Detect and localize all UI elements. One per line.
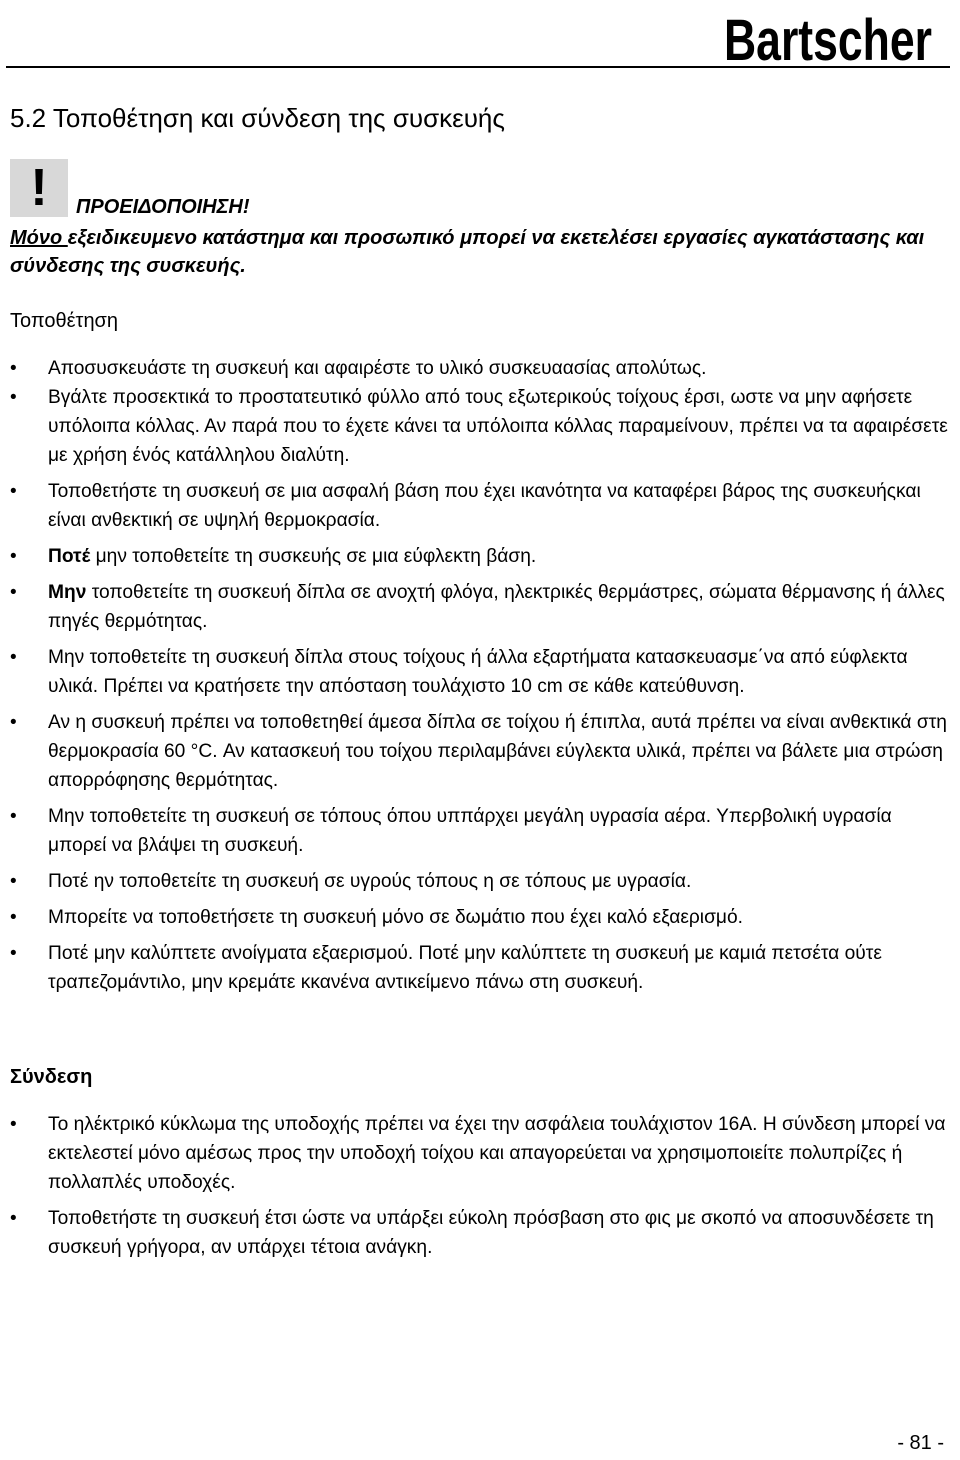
item-text: Βγάλτε προσεκτικά το προστατευτικό φύλλο από τους εξωτερικούς τοίχους έρσι, ωστε να μην αφήσετε υπόλοιπα κόλλας. Αν παρά που το έχετε κάνει τα υπόλοιπα κόλλας παραμείνουν, πρέπει να τα αφαιρέσετε με χρήση ένός κατάλληλου διαλύτη.	[48, 387, 948, 466]
warning-text-body: εξειδικευμενο κατάστημα και προσωπικό μπορεί να εκετελέσει εργασίες αγκατάστασης και σύνδεσης της συσκευής.	[10, 227, 925, 277]
list-item	[0, 643, 960, 701]
item-text: τοποθετείτε τη συσκευή δίπλα σε ανοχτή φλόγα, ηλεκτρικές θερμάστρες, σώματα θέρμανσης ή άλλες πηγές θερμότητας.	[48, 582, 945, 632]
bullet: •	[10, 647, 17, 668]
list-item	[0, 578, 960, 636]
item-text: Ποτέ ην τοποθετείτε τη συσκευή σε υγρούς τόπους η σε τόπους με υγρασία.	[48, 871, 692, 892]
item-text: μην τοποθετείτε τη συσκευής σε μια εύφλεκτη βάση.	[90, 546, 537, 567]
list-item	[0, 1110, 960, 1197]
bullet: •	[10, 907, 17, 928]
warning-text-underlined: Μόνο	[10, 227, 68, 249]
item-text: Μην τοποθετείτε τη συσκευή δίπλα στους τοίχους ή άλλα εξαρτήματα κατασκευασμε΄να από εύφλεκτα υλικά. Πρέπει να κρατήσετε την απόσταση τουλάχιστο 10 cm σε κάθε κατεύθυνση.	[48, 647, 908, 697]
exclamation-icon: !	[30, 159, 48, 217]
list-item	[0, 542, 960, 571]
item-text: Μην τοποθετείτε τη συσκευή σε τόπους όπου υππάρχει μεγάλη υγρασία αέρα. Υπερβολική υγρασία μπορεί να βλάψει τη συσκευή.	[48, 806, 892, 856]
list-item	[0, 708, 960, 795]
warning-text	[10, 224, 930, 280]
bullet: •	[10, 712, 17, 733]
bullet: •	[10, 1114, 17, 1135]
list-item	[0, 867, 960, 896]
bullet: •	[10, 358, 17, 379]
item-lead: Ποτέ	[48, 546, 91, 567]
page-number: - 81 -	[897, 1432, 944, 1454]
warning-icon-box	[10, 159, 68, 217]
list-item	[0, 1204, 960, 1262]
item-text: Αν η συσκευή πρέπει να τοποθετηθεί άμεσα δίπλα σε τοίχου ή έπιπλα, αυτά πρέπει να είναι ανθεκτικά στη θερμοκρασία 60 °C. Αν κατασκευή του τοίχου περιλαμβάνει εύγλεκτα υλικά, πρέπει να βάλετε μια στρώση απορρόφησης θερμότητας.	[48, 712, 947, 791]
warning-label: ΠΡΟΕΙΔΟΠΟΙΗΣΗ!	[76, 196, 250, 218]
bartscher-logo	[722, 0, 936, 66]
bullet: •	[10, 1208, 17, 1229]
section-title: 5.2 Τοποθέτηση και σύνδεση της συσκευής	[10, 103, 505, 133]
bullet: •	[10, 481, 17, 502]
bullet: •	[10, 387, 17, 408]
item-text: Μπορείτε να τοποθετήσετε τη συσκευή μόνο σε δωμάτιο που έχει καλό εξαερισμό.	[48, 907, 743, 928]
item-text: Το ηλέκτρικό κύκλωμα της υποδοχής πρέπει να έχει την ασφάλεια τουλάχιστον 16A. Η σύνδεση μπορεί να εκτελεστεί μόνο αμέσως προς την υποδοχή τοίχου και απαγορεύεται να χρησιμοποιείτε πολυπρίζες ή πολλαπλές υποδοχές.	[48, 1114, 946, 1193]
item-text: Αποσυσκευάστε τη συσκευή και αφαιρέστε το υλικό συσκευαασίας απολύτως.	[48, 358, 707, 379]
brand-name: Bartscher	[724, 8, 932, 66]
list-item	[0, 383, 960, 470]
bullet: •	[10, 582, 17, 603]
header-rule	[6, 66, 950, 68]
placement-list	[0, 354, 960, 997]
item-lead: Μην	[48, 582, 87, 603]
bullet: •	[10, 806, 17, 827]
list-item	[0, 903, 960, 932]
connection-list	[0, 1110, 960, 1262]
bullet: •	[10, 871, 17, 892]
list-item	[0, 939, 960, 997]
placement-heading: Τοποθέτηση	[10, 310, 119, 332]
bullet: •	[10, 546, 17, 567]
bullet: •	[10, 943, 17, 964]
item-text: Τοποθετήστε τη συσκευή έτσι ώστε να υπάρξει εύκολη πρόσβαση στο φις με σκοπό να αποσυνδέσετε τη συσκευή γρήγορα, αν υπάρχει τέτοια ανάγκη.	[48, 1208, 934, 1258]
connection-heading: Σύνδεση	[10, 1066, 93, 1088]
list-item	[0, 354, 960, 383]
list-item	[0, 477, 960, 535]
list-item	[0, 802, 960, 860]
item-text: Τοποθετήστε τη συσκευή σε μια ασφαλή βάση που έχει ικανότητα να καταφέρει βάρος της συσκευήςκαι είναι ανθεκτική σε υψηλή θερμοκρασία.	[48, 481, 921, 531]
item-text: Ποτέ μην καλύπτετε ανοίγματα εξαερισμού. Ποτέ μην καλύπτετε τη συσκευή με καμιά πετσέτα ούτε τραπεζομάντιλο, μην κρεμάτε κκανένα αντικείμενο πάνω στη συσκευή.	[48, 943, 882, 993]
